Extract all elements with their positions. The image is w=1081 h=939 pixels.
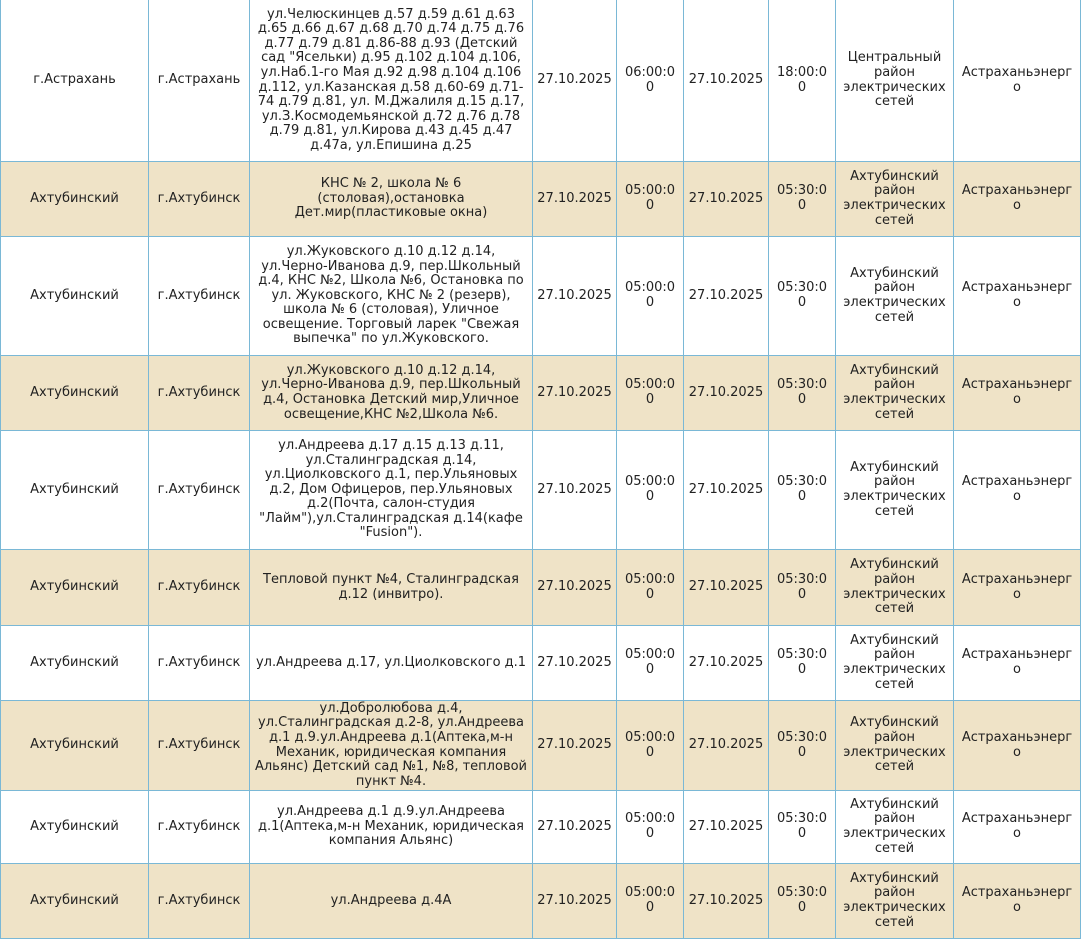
company-cell: Астраханьэнерго [954,237,1081,356]
address-cell: ул.Жуковского д.10 д.12 д.14, ул.Черно-Иванова д.9, пер.Школьный д.4, КНС №2, Школа №6, Остановка по ул. Жуковского, КНС № 2 (резерв), школа № 6 (столовая), Уличное освещение. Торговый ларек "Свежая выпечка" по ул.Жуковского. [250,237,533,356]
end-date-cell: 27.10.2025 [684,237,769,356]
company-cell: Астраханьэнерго [954,0,1081,162]
district-cell: Ахтубинский [1,626,149,701]
table-row [1,0,1081,162]
company-cell: Астраханьэнерго [954,550,1081,626]
start-time-cell: 05:00:00 [617,701,684,791]
start-time-cell: 05:00:00 [617,356,684,431]
network-cell: Ахтубинский район электрических сетей [836,162,954,237]
locality-cell: г.Ахтубинск [149,791,250,864]
end-date-cell: 27.10.2025 [684,550,769,626]
network-cell: Ахтубинский район электрических сетей [836,356,954,431]
network-cell: Ахтубинский район электрических сетей [836,550,954,626]
start-time-cell: 05:00:00 [617,626,684,701]
network-cell: Ахтубинский район электрических сетей [836,791,954,864]
end-time-cell: 05:30:00 [769,701,836,791]
district-cell: Ахтубинский [1,237,149,356]
end-time-cell: 05:30:00 [769,626,836,701]
address-cell: ул.Андреева д.17 д.15 д.13 д.11, ул.Сталинградская д.14, ул.Циолковского д.1, пер.Ульяновых д.2, Дом Офицеров, пер.Ульяновых д.2(Почта, салон-студия "Лайм"),ул.Сталинградская д.14(кафе "Fusion"). [250,431,533,550]
start-time-cell: 05:00:00 [617,237,684,356]
network-cell: Ахтубинский район электрических сетей [836,701,954,791]
start-date-cell: 27.10.2025 [533,356,617,431]
start-time-cell: 06:00:00 [617,0,684,162]
end-time-cell: 05:30:00 [769,356,836,431]
district-cell: Ахтубинский [1,550,149,626]
table-row [1,356,1081,431]
table-row [1,864,1081,939]
start-time-cell: 05:00:00 [617,431,684,550]
table-row [1,431,1081,550]
district-cell: Ахтубинский [1,162,149,237]
table-row [1,791,1081,864]
address-cell: ул.Андреева д.4А [250,864,533,939]
start-date-cell: 27.10.2025 [533,0,617,162]
locality-cell: г.Астрахань [149,0,250,162]
end-date-cell: 27.10.2025 [684,0,769,162]
district-cell: Ахтубинский [1,356,149,431]
locality-cell: г.Ахтубинск [149,162,250,237]
company-cell: Астраханьэнерго [954,162,1081,237]
address-cell: КНС № 2, школа № 6 (столовая),остановка Дет.мир(пластиковые окна) [250,162,533,237]
start-date-cell: 27.10.2025 [533,550,617,626]
start-date-cell: 27.10.2025 [533,237,617,356]
network-cell: Ахтубинский район электрических сетей [836,237,954,356]
locality-cell: г.Ахтубинск [149,237,250,356]
start-time-cell: 05:00:00 [617,864,684,939]
company-cell: Астраханьэнерго [954,791,1081,864]
network-cell: Ахтубинский район электрических сетей [836,431,954,550]
locality-cell: г.Ахтубинск [149,626,250,701]
district-cell: Ахтубинский [1,431,149,550]
end-date-cell: 27.10.2025 [684,431,769,550]
company-cell: Астраханьэнерго [954,356,1081,431]
locality-cell: г.Ахтубинск [149,356,250,431]
district-cell: Ахтубинский [1,701,149,791]
network-cell: Ахтубинский район электрических сетей [836,626,954,701]
district-cell: Ахтубинский [1,864,149,939]
address-cell: ул.Добролюбова д.4, ул.Сталинградская д.2-8, ул.Андреева д.1 д.9.ул.Андреева д.1(Аптека,м-н Механик, юридическая компания Альянс) Детский сад №1, №8, тепловой пункт №4. [250,701,533,791]
address-cell: ул.Андреева д.17, ул.Циолковского д.1 [250,626,533,701]
end-time-cell: 05:30:00 [769,864,836,939]
district-cell: Ахтубинский [1,791,149,864]
end-time-cell: 05:30:00 [769,431,836,550]
start-date-cell: 27.10.2025 [533,626,617,701]
end-date-cell: 27.10.2025 [684,162,769,237]
end-date-cell: 27.10.2025 [684,356,769,431]
locality-cell: г.Ахтубинск [149,701,250,791]
end-date-cell: 27.10.2025 [684,701,769,791]
start-date-cell: 27.10.2025 [533,431,617,550]
company-cell: Астраханьэнерго [954,864,1081,939]
start-date-cell: 27.10.2025 [533,701,617,791]
end-time-cell: 05:30:00 [769,237,836,356]
end-time-cell: 05:30:00 [769,550,836,626]
table-row [1,237,1081,356]
end-time-cell: 05:30:00 [769,162,836,237]
table-row [1,701,1081,791]
end-date-cell: 27.10.2025 [684,626,769,701]
address-cell: ул.Андреева д.1 д.9.ул.Андреева д.1(Аптека,м-н Механик, юридическая компания Альянс) [250,791,533,864]
address-cell: ул.Челюскинцев д.57 д.59 д.61 д.63 д.65 д.66 д.67 д.68 д.70 д.74 д.75 д.76 д.77 д.79 д.81 д.86-88 д.93 (Детский сад "Ясельки) д.95 д.102 д.104 д.106, ул.Наб.1-го Мая д.92 д.98 д.104 д.106 д.112, ул.Казанская д.58 д.60-69 д.71-74 д.79 д.81, ул. М.Джалиля д.15 д.17, ул.З.Космодемьянской д.72 д.76 д.78 д.79 д.81, ул.Кирова д.43 д.45 д.47 д.47а, ул.Епишина д.25 [250,0,533,162]
start-time-cell: 05:00:00 [617,550,684,626]
network-cell: Центральный район электрических сетей [836,0,954,162]
company-cell: Астраханьэнерго [954,701,1081,791]
company-cell: Астраханьэнерго [954,431,1081,550]
end-time-cell: 18:00:00 [769,0,836,162]
table-row [1,626,1081,701]
locality-cell: г.Ахтубинск [149,431,250,550]
district-cell: г.Астрахань [1,0,149,162]
locality-cell: г.Ахтубинск [149,550,250,626]
table-row [1,162,1081,237]
company-cell: Астраханьэнерго [954,626,1081,701]
start-date-cell: 27.10.2025 [533,864,617,939]
start-date-cell: 27.10.2025 [533,791,617,864]
start-date-cell: 27.10.2025 [533,162,617,237]
address-cell: Тепловой пункт №4, Сталинградская д.12 (инвитро). [250,550,533,626]
start-time-cell: 05:00:00 [617,791,684,864]
address-cell: ул.Жуковского д.10 д.12 д.14, ул.Черно-Иванова д.9, пер.Школьный д.4, Остановка Детский мир,Уличное освещение,КНС №2,Школа №6. [250,356,533,431]
start-time-cell: 05:00:00 [617,162,684,237]
end-time-cell: 05:30:00 [769,791,836,864]
network-cell: Ахтубинский район электрических сетей [836,864,954,939]
table-row [1,550,1081,626]
locality-cell: г.Ахтубинск [149,864,250,939]
end-date-cell: 27.10.2025 [684,864,769,939]
end-date-cell: 27.10.2025 [684,791,769,864]
